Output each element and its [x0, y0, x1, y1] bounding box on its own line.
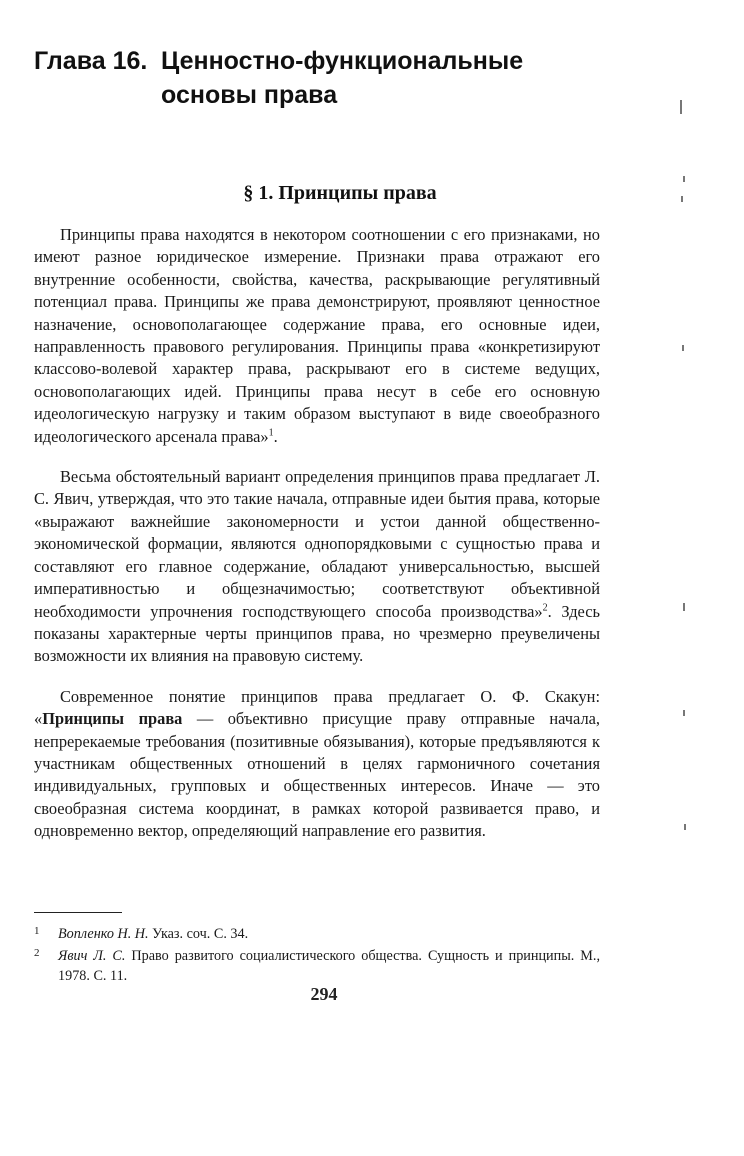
- scan-mark: [682, 345, 684, 351]
- paragraph-2-text: Весьма обстоятельный вариант определения принципов права предлагает Л. С. Явич, утверждая, что это такие начала, отправные идеи бытия права, которые «выражают важнейшие закономерности и устои данной общественно-экономической формации, являются однопорядковыми с сущностью права и составляют его главное содержание, обладают универсальностью, высшей императивностью и общезначимостью; соответствуют объективной необходимости упрочнения господствующего способа производства»: [34, 467, 600, 621]
- footnote-text: [58, 924, 600, 944]
- footnote-mark: 2: [34, 947, 40, 959]
- paragraph-3-start: Современное понятие принципов права предлагает О. Ф. Скакун: «: [34, 686, 600, 729]
- footnote-source: Указ. соч. С. 34.: [148, 926, 249, 942]
- footnote-ref-2: 2: [542, 602, 548, 614]
- footnote-author: Вопленко Н. Н.: [58, 926, 149, 942]
- paragraph-3: [34, 686, 600, 843]
- body-text: [34, 224, 600, 843]
- page-number: 294: [310, 984, 338, 1004]
- scan-mark: [684, 824, 686, 830]
- footnote-divider: [34, 912, 122, 913]
- chapter-header: [34, 44, 654, 112]
- footnote-1: [34, 924, 600, 944]
- paragraph-1-end: .: [273, 426, 278, 446]
- scan-mark: [683, 176, 685, 182]
- paragraph-3-term: Принципы права: [42, 709, 183, 729]
- section-heading: § 1. Принципы права: [243, 182, 437, 204]
- paragraph-2: [34, 466, 600, 668]
- paragraph-1-text: Принципы права находятся в некотором соотношении с его признаками, но имеют разное юридическое измерение. Признаки права отражают его внутренние особенности, свойства, качества, раскрывающие регулятивный потенциал права. Принципы же права демонстрируют, проявляют ценностное назначение, основополагающее содержание права, его основные идеи, направленность правового регулирования. Принципы права «конкретизируют классово-волевой характер права, раскрывают его в системе ведущих, основополагающих идей. Принципы права несут в себе его основную идеологическую нагрузку и таким образом выступают в виде своеобразного идеологического арсенала права»: [34, 225, 600, 446]
- footnote-mark: 1: [34, 925, 40, 937]
- footnote-ref-1: 1: [268, 427, 274, 439]
- footnote-author: Явич Л. С.: [58, 948, 126, 964]
- paragraph-1: [34, 224, 600, 448]
- footnotes: [34, 924, 600, 988]
- chapter-number: Глава 16.: [34, 47, 148, 75]
- paragraph-3-end: — объективно присущие праву отправные начала, непререкаемые требования (позитивные обязывания), которые предъявляются к участникам общественных отношений в целях гармоничного сочетания индивидуальных, групповых и общественных интересов. Иначе — это своеобразная система координат, в рамках которой развивается право, и одновременно вектор, определяющий направление его развития.: [34, 709, 600, 841]
- footnote-text: [58, 946, 600, 986]
- footnote-source: Право развитого социалистического общества. Сущность и принципы. М., 1978. С. 11.: [58, 948, 600, 984]
- scan-mark: [683, 710, 685, 716]
- chapter-title: Ценностно-функциональные основы права: [161, 47, 524, 109]
- scan-mark: [680, 100, 682, 114]
- footnote-2: [34, 946, 600, 986]
- paragraph-2-end: . Здесь показаны характерные черты принципов права, но чрезмерно преувеличены возможности их влияния на правовую систему.: [34, 601, 600, 666]
- scan-mark: [683, 603, 685, 611]
- scan-mark: [681, 196, 683, 202]
